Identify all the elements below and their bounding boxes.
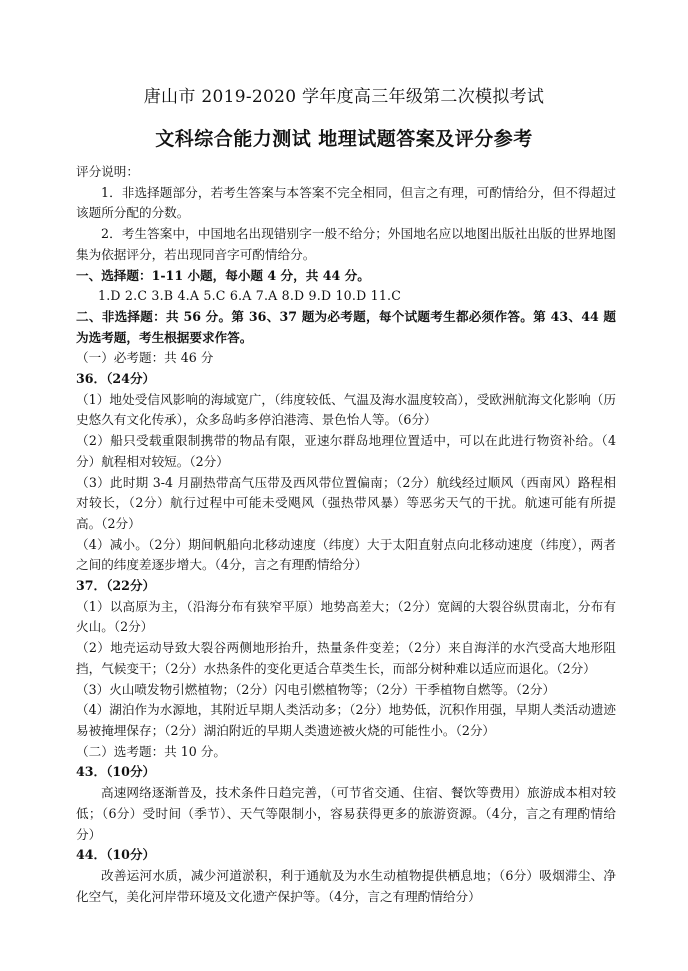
choice-answers: 1.D 2.C 3.B 4.A 5.C 6.A 7.A 8.D 9.D 10.D 11.C [98, 288, 402, 304]
question-44-answer: 改善运河水质，减少河道淤积，利于通航及为水生动植物提供栖息地；（6分）吸烟滞尘、净化空气，美化河岸带环境及文化遗产保护等。（4分，言之有理酌情给分） [76, 867, 616, 904]
question-36-part-3: （3）此时期 3-4 月副热带高气压带及西风带位置偏南；（2分）航线经过顺风（西南风）路程相对较长，（2分）航行过程中可能未受飓风（强热带风暴）等恶劣天气的干扰。航速可能有所提高。（2分） [76, 474, 616, 531]
section-nonchoice-heading: 二、非选择题：共 56 分。第 36、37 题为必考题，每个试题考生都必须作答。第 43、44 题为选考题，考生根据要求作答。 [76, 308, 616, 345]
question-36-part-1: （1）地处受信风影响的海域宽广，（纬度较低、气温及海水温度较高），受欧洲航海文化影响（历史悠久有文化传承），众多岛屿多停泊港湾、景色怡人等。（6分） [76, 391, 616, 428]
question-44-heading: 44．（10分） [76, 847, 156, 863]
question-36-heading: 36．（24分） [76, 371, 156, 387]
question-37-part-4: （4）湖泊作为水源地，其附近早期人类活动多；（2分）地势低，沉积作用强，早期人类活动遗迹易被掩埋保存；（2分）湖泊附近的早期人类遗迹被火烧的可能性小。（2分） [76, 702, 616, 738]
question-37-part-2: （2）地壳运动导致大裂谷两侧地形抬升，热量条件变差；（2分）来自海洋的水汽受高大地形阻挡，气候变干；（2分）水热条件的变化更适合草类生长，而部分树种难以适应而退化。（2分） [76, 640, 616, 676]
scoring-notes-label: 评分说明： [76, 164, 139, 179]
answer-key-body [76, 162, 616, 907]
section-choice-heading: 一、选择题：1-11 小题，每小题 4 分，共 44 分。 [76, 267, 370, 283]
question-43-heading: 43．（10分） [76, 764, 156, 780]
question-37-part-3: （3）火山喷发物引燃植物；（2分）闪电引燃植物等；（2分）干季植物自燃等。（2分） [76, 681, 556, 697]
optional-section-heading: （二）选考题：共 10 分。 [76, 743, 226, 759]
question-37-heading: 37．（22分） [76, 578, 156, 594]
question-37-part-1: （1）以高原为主，（沿海分布有狭窄平原）地势高差大；（2分）宽阔的大裂谷纵贯南北，分布有火山。（2分） [76, 598, 616, 635]
scoring-rule-2: 2．考生答案中，中国地名出现错别字一般不给分；外国地名应以地图出版社出版的世界地图集为依据评分，若出现同音字可酌情给分。 [76, 226, 616, 262]
scoring-rule-1: 1．非选择题部分，若考生答案与本答案不完全相同，但言之有理，可酌情给分，但不得超过该题所分配的分数。 [76, 184, 616, 221]
question-36-part-2: （2）船只受载重限制携带的物品有限，亚速尔群岛地理位置适中，可以在此进行物资补给。（4分）航程相对较短。（2分） [76, 433, 616, 469]
question-36-part-4: （4）减小。（2分）期间帆船向北移动速度（纬度）大于太阳直射点向北移动速度（纬度），两者之间的纬度差逐步增大。（4分，言之有理酌情给分） [76, 536, 616, 573]
question-43-answer: 高速网络逐渐普及，技术条件日趋完善，（可节省交通、住宿、餐饮等费用）旅游成本相对较低；（6分）受时间（季节）、天气等限制小，容易获得更多的旅游资源。（4分，言之有理酌情给分） [76, 785, 616, 842]
required-section-heading: （一）必考题：共 46 分 [76, 350, 214, 366]
answer-key-subtitle: 文科综合能力测试 地理试题答案及评分参考 [155, 128, 533, 150]
exam-title: 唐山市 2019-2020 学年度高三年级第二次模拟考试 [143, 87, 545, 107]
